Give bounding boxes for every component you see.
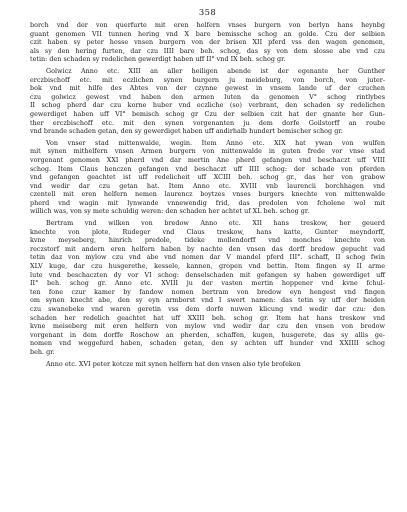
text-line: als sy den hering furten, dar czu IIII bare beh. schog, das sy von dem slosse abe vnd czu bbox=[30, 46, 385, 55]
text-line: willich was, von sy mete schuldig weren: den schaden her achtet uf XL beh. schog gr. bbox=[30, 207, 310, 216]
text-line: Bertram vnd wilken von bredow Anno etc. XII hans treskow, her geuerd bbox=[46, 219, 385, 228]
text-line: XLV kuge, dar czu husgerethe, kessele, kannen, gropen vnd bettin. Item fingen sy II arme bbox=[30, 262, 385, 271]
text-line: nomen vnd weggefurd haben, schaden getan, den sy achten uff hunder vnd XXIIII schog bbox=[30, 339, 385, 348]
text-line: vnd brande schaden getan, den sy gewerdiget haben uff andirhalb hundert bemischer schog gr. bbox=[30, 127, 343, 136]
text-line: lute vnd beschaczten dy vor VI schog: denselschaden mit gefangen sy haben gewerdiget uff bbox=[30, 270, 385, 279]
text-line: reczstorf mit andern eren helfern haben by nachte den vnsen das dorff bredow gepucht vad bbox=[30, 244, 385, 253]
paragraph bbox=[30, 360, 385, 369]
text-line: vnd gefangen geachtet ist uff redelicheit uff XCIII beh. schog gr., das her von grabow bbox=[30, 173, 385, 182]
page-number: 358 bbox=[198, 7, 217, 17]
text-line: Golwicz Anno etc. XIII an aller heiligen abende ist der egenante her Gunther bbox=[46, 66, 385, 75]
text-line: czu swanebeke vnd waren geretin vss dem dorfe nuwen klicung vnd wedir dar czu: den bbox=[30, 305, 385, 313]
text-line: tetin: den schaden sy redelichen gewerdigt haben uff II° vnd IX beh. schog gr. bbox=[30, 55, 286, 64]
text-line: czit haben sy peter hosse vnsen burgern von der brisen XII pferd vss den wagen genomen, bbox=[30, 38, 385, 47]
text-line: ther erczbischoff etc. mit den synen vorgenanten ju dem dorfe Goilstorff an roube bbox=[30, 118, 385, 127]
text-line: II° beh. schog gr. Anno etc. XVIII ju der vasten mertin hoppener vnd kvne fchul- bbox=[30, 279, 385, 288]
paragraph bbox=[30, 67, 385, 136]
text-line: kvne meiseberg mit eren helfern von mylow vnd wedir dar czu den vnsen von bredow bbox=[30, 322, 385, 331]
body-text bbox=[30, 21, 385, 368]
text-line: schaden her redelich geachtet hat uff XXIII beh. schog gr. Item hat hans treskow vnd bbox=[30, 313, 385, 322]
paragraph bbox=[30, 219, 385, 357]
paragraph bbox=[30, 21, 385, 64]
text-line: tetin daz von mylow czu vnd abe vnd nomen dar V mandel pferd III°. schaff, II schog fwin bbox=[30, 253, 385, 262]
text-line: borch vnd der von querfurte mit eren helfern vnses burgern von berlyn hans heynbg bbox=[30, 21, 385, 29]
paragraph bbox=[30, 139, 385, 216]
text-line: czu golwicz gewest vnd haben den armen luten da genomen V° schog rintlybes bbox=[30, 92, 385, 101]
text-line: kvne meyseberg, hinrich predole, tideke mollendorff vnd monches knechte von bbox=[30, 236, 385, 245]
text-line: mit synen mithelfern vnsen Armen burgern von mittenwalde in guten frede vor vnse stad bbox=[30, 147, 385, 156]
text-line: schog. Item Claus henczen gefangen vnd beschaczt uff IIII schog: der schade von pferden bbox=[30, 164, 385, 173]
text-line: Anno etc. XVI peter kotcze mit synen helfern hat den vnsen also tyle brofeken bbox=[46, 359, 301, 368]
text-line: II schog pherd dar czu korne huber vnd eczliche (so) verbrant, den schaden sy redelichen bbox=[30, 101, 385, 110]
text-line: gewerdiget haben uff VI° bemisch schog gr Czu der selbien czit hat der gnante her Gun- bbox=[30, 109, 385, 118]
text-line: vorgenant in dem dorffe Roschow an pherden, schaffen, kugen, husgerete, das sy allis ge- bbox=[30, 330, 385, 339]
text-line: ten fone czur kamer by fandow nomen bertram von bredow eyn hengest vnd fingen bbox=[30, 287, 385, 296]
text-line: vorgenant genomen XXI pherd vnd dar mertin Ane pherd gefangen vnd beschaczt uff VIII bbox=[30, 155, 385, 164]
text-line: vnd wedir dar czu getan hat. Item Anno etc. XVIII vnb laurencii borchhagen vnd bbox=[30, 181, 385, 190]
text-line: erczbischoff etc. mit eczlichen synen burgern ju meideburg, von borch, von juter- bbox=[30, 75, 385, 84]
text-line: pherd vnd wagin mit lynwande vnnewendig frid, das predolen von fcholene wol mit bbox=[30, 198, 385, 207]
text-line: guant genomen VII tunnen hering vnd X bare bemissche schog an golde. Czu der selbien bbox=[30, 29, 385, 38]
text-line: beh. gr. bbox=[30, 347, 55, 356]
text-line: knechte von plote, Rudeger vnd Claus treskow, hans katte, Gunter meyndorff, bbox=[30, 227, 385, 236]
text-line: czentell mit eren helfern nemen laurencz boytzes vnses burgers knechte von mittenwalde bbox=[30, 190, 385, 199]
text-line: bok vnd mit hilfe des Abtes von der czynne gewest in vnsem lande uf der czuchen bbox=[30, 84, 385, 93]
text-line: om synen knecht abe, den sy eyn armborst vnd I swert namen: das tetin sy uff der heiden bbox=[30, 296, 385, 305]
text-line: Von vnser stad mittenwalde, wegin. Item Anno etc. XIX hat ywan von wulfen bbox=[46, 138, 385, 147]
